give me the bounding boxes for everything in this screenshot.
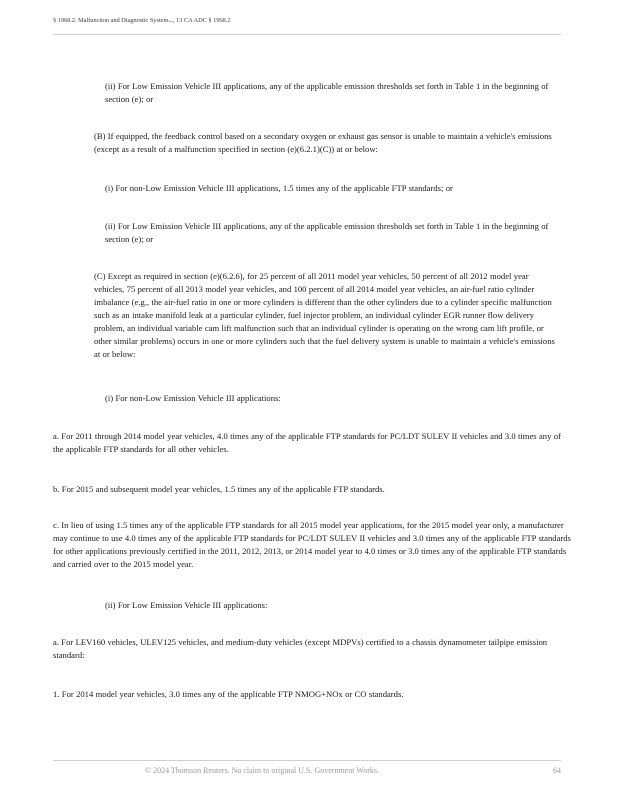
- paragraph-c-i-a: a. For 2011 through 2014 model year vehicles, 4.0 times any of the applicable FTP standards for PC/LDT SULEV II vehicles and 3.0 times any of the applicable FTP standards for all other vehicles.: [53, 431, 561, 454]
- footer-divider: [53, 760, 561, 761]
- paragraph-c-ii-a-1: 1. For 2014 model year vehicles, 3.0 times any of the applicable FTP NMOG+NOx or CO standards.: [53, 689, 404, 699]
- page-number: 64: [553, 766, 561, 775]
- paragraph-c-i-c: c. In lieu of using 1.5 times any of the applicable FTP standards for all 2015 model year applications, for the 2015 model year only, a manufacturer may continue to use 4.0 times any of the applicable FTP standards for PC/LDT SULEV II vehicles and 3.0 times any of the applicable FTP standards for other applications previously certified in the 2011, 2012, 2013, or 2014 model year to 4.0 times or 3.0 times any of the applicable FTP standards and carried over to the 2015 model year.: [53, 520, 571, 569]
- paragraph-b-ii: (ii) For Low Emission Vehicle III applications, any of the applicable emission thresholds set forth in Table 1 in the beginning of section (e); or: [105, 221, 549, 244]
- document-header-citation: § 1968.2. Malfunction and Diagnostic System..., 13 CA ADC § 1968.2: [53, 17, 231, 24]
- header-divider: [53, 34, 561, 35]
- paragraph-e-ii-1: (ii) For Low Emission Vehicle III applications, any of the applicable emission thresholds set forth in Table 1 in the beginning of section (e); or: [105, 81, 549, 104]
- paragraph-c-i: (i) For non-Low Emission Vehicle III applications:: [105, 393, 281, 403]
- paragraph-c-ii-a: a. For LEV160 vehicles, ULEV125 vehicles, and medium-duty vehicles (except MDPVs) certified to a chassis dynamometer tailpipe emission standard:: [53, 637, 548, 660]
- paragraph-c: (C) Except as required in section (e)(6.2.6), for 25 percent of all 2011 model year vehicles, 50 percent of all 2012 model year vehicles, 75 percent of all 2013 model year vehicles, and 100 percent of all 2014 model year vehicles, an air-fuel ratio cylinder imbalance (e.g., the air-fuel ratio in one or more cylinders is different than the other cylinders due to a cylinder specific malfunction such as an intake manifold leak at a particular cylinder, fuel injector problem, an individual cylinder EGR runner flow delivery problem, an individual variable cam lift malfunction such that an individual cylinder is operating on the wrong cam lift profile, or other similar problems) occurs in one or more cylinders such that the fuel delivery system is unable to maintain a vehicle's emissions at or below:: [94, 271, 555, 359]
- paragraph-b-i: (i) For non-Low Emission Vehicle III applications, 1.5 times any of the applicable FTP standards; or: [105, 183, 453, 193]
- footer-copyright: © 2024 Thomson Reuters. No claim to original U.S. Government Works.: [144, 766, 379, 775]
- paragraph-c-ii: (ii) For Low Emission Vehicle III applications:: [105, 600, 268, 610]
- paragraph-c-i-b: b. For 2015 and subsequent model year vehicles, 1.5 times any of the applicable FTP standards.: [53, 484, 385, 494]
- paragraph-b: (B) If equipped, the feedback control based on a secondary oxygen or exhaust gas sensor is unable to maintain a vehicle's emissions (except as a result of a malfunction specified in section (e)(6.2.1)(C)) at or below:: [94, 131, 552, 154]
